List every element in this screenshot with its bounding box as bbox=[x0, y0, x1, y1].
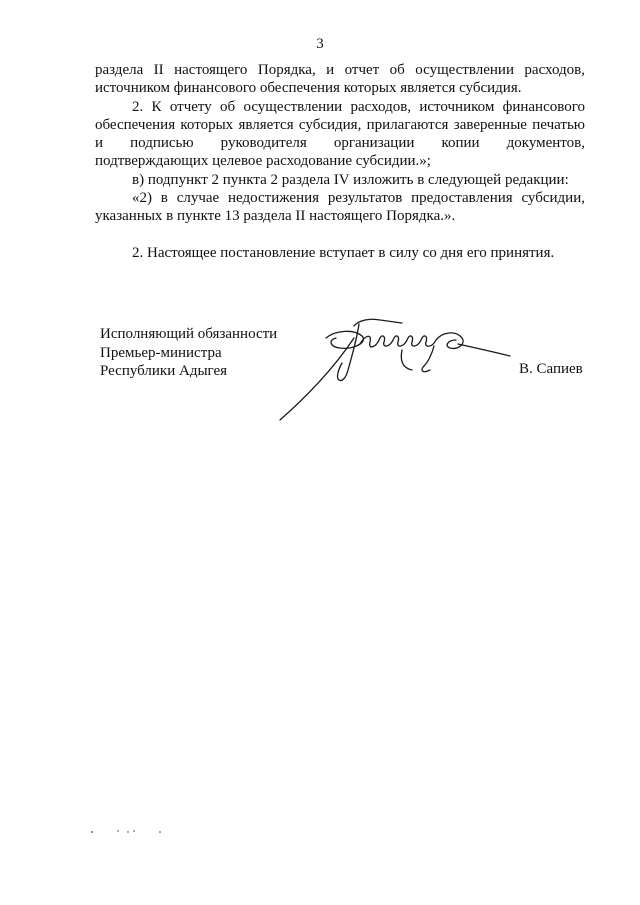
document-body bbox=[95, 61, 585, 262]
paragraph-effective-date: 2. Настоящее постановление вступает в силу со дня его принятия. bbox=[132, 244, 555, 261]
paragraph-amendment-intro: в) подпункт 2 пункта 2 раздела IV изложить в следующей редакции: bbox=[132, 171, 569, 188]
signatory-position-line-3: Республики Адыгея bbox=[100, 363, 228, 379]
page-number: 3 bbox=[316, 36, 324, 52]
signatory-title-block bbox=[100, 325, 277, 381]
signatory-position-line-1: Исполняющий обязанности bbox=[100, 326, 278, 342]
paragraph-amendment-text: «2) в случае недостижения результатов предоставления субсидии, указанных в пункте 13 раздела II настоящего Порядка.». bbox=[95, 190, 585, 225]
signatory-name: В. Сапиев bbox=[519, 361, 583, 377]
handwritten-signature bbox=[262, 308, 512, 428]
signatory-position-line-2: Премьер-министра bbox=[100, 344, 222, 361]
scan-specks bbox=[88, 826, 168, 838]
paragraph-report-attachments: 2. К отчету об осуществлении расходов, источником финансового обеспечения которых является субсидия, прилагаются заверенные печатью и подписью руководителя организации копии документов, подтверждающих целевое расходование субсидии.»; bbox=[95, 98, 585, 170]
paragraph-continuation: раздела II настоящего Порядка, и отчет об осуществлении расходов, источником финансового обеспечения которых является субсидия. bbox=[95, 62, 585, 97]
